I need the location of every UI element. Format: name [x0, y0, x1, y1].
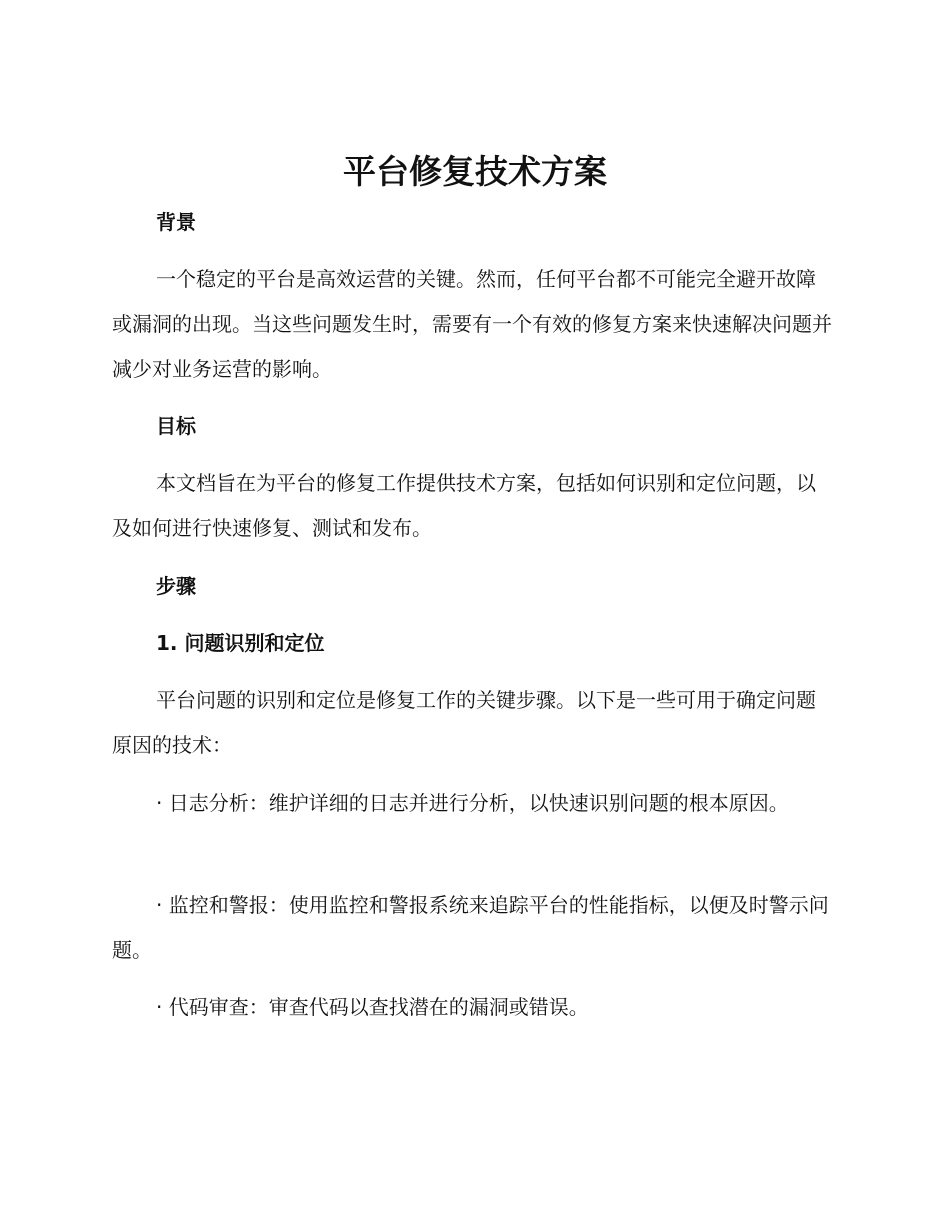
bullet-log-analysis: · 日志分析：维护详细的日志并进行分析，以快速识别问题的根本原因。: [156, 791, 789, 815]
section-heading-steps: 步骤: [156, 574, 196, 598]
document-title: 平台修复技术方案: [343, 152, 607, 191]
bullet-code-review: · 代码审查：审查代码以查找潜在的漏洞或错误。: [156, 995, 589, 1019]
paragraph-goal: 本文档旨在为平台的修复工作提供技术方案，包括如何识别和定位问题，以及如何进行快速修复、测试和发布。: [112, 471, 816, 540]
section-heading-goal: 目标: [156, 414, 196, 438]
paragraph-identification: 平台问题的识别和定位是修复工作的关键步骤。以下是一些可用于确定问题原因的技术：: [112, 688, 816, 757]
paragraph-background: 一个稳定的平台是高效运营的关键。然而，任何平台都不可能完全避开故障或漏洞的出现。当这些问题发生时，需要有一个有效的修复方案来快速解决问题并减少对业务运营的影响。: [112, 267, 832, 381]
subsection-heading-identification: 1. 问题识别和定位: [156, 631, 325, 655]
section-heading-background: 背景: [156, 210, 196, 234]
bullet-monitoring: · 监控和警报：使用监控和警报系统来追踪平台的性能指标，以便及时警示问题。: [112, 893, 829, 962]
